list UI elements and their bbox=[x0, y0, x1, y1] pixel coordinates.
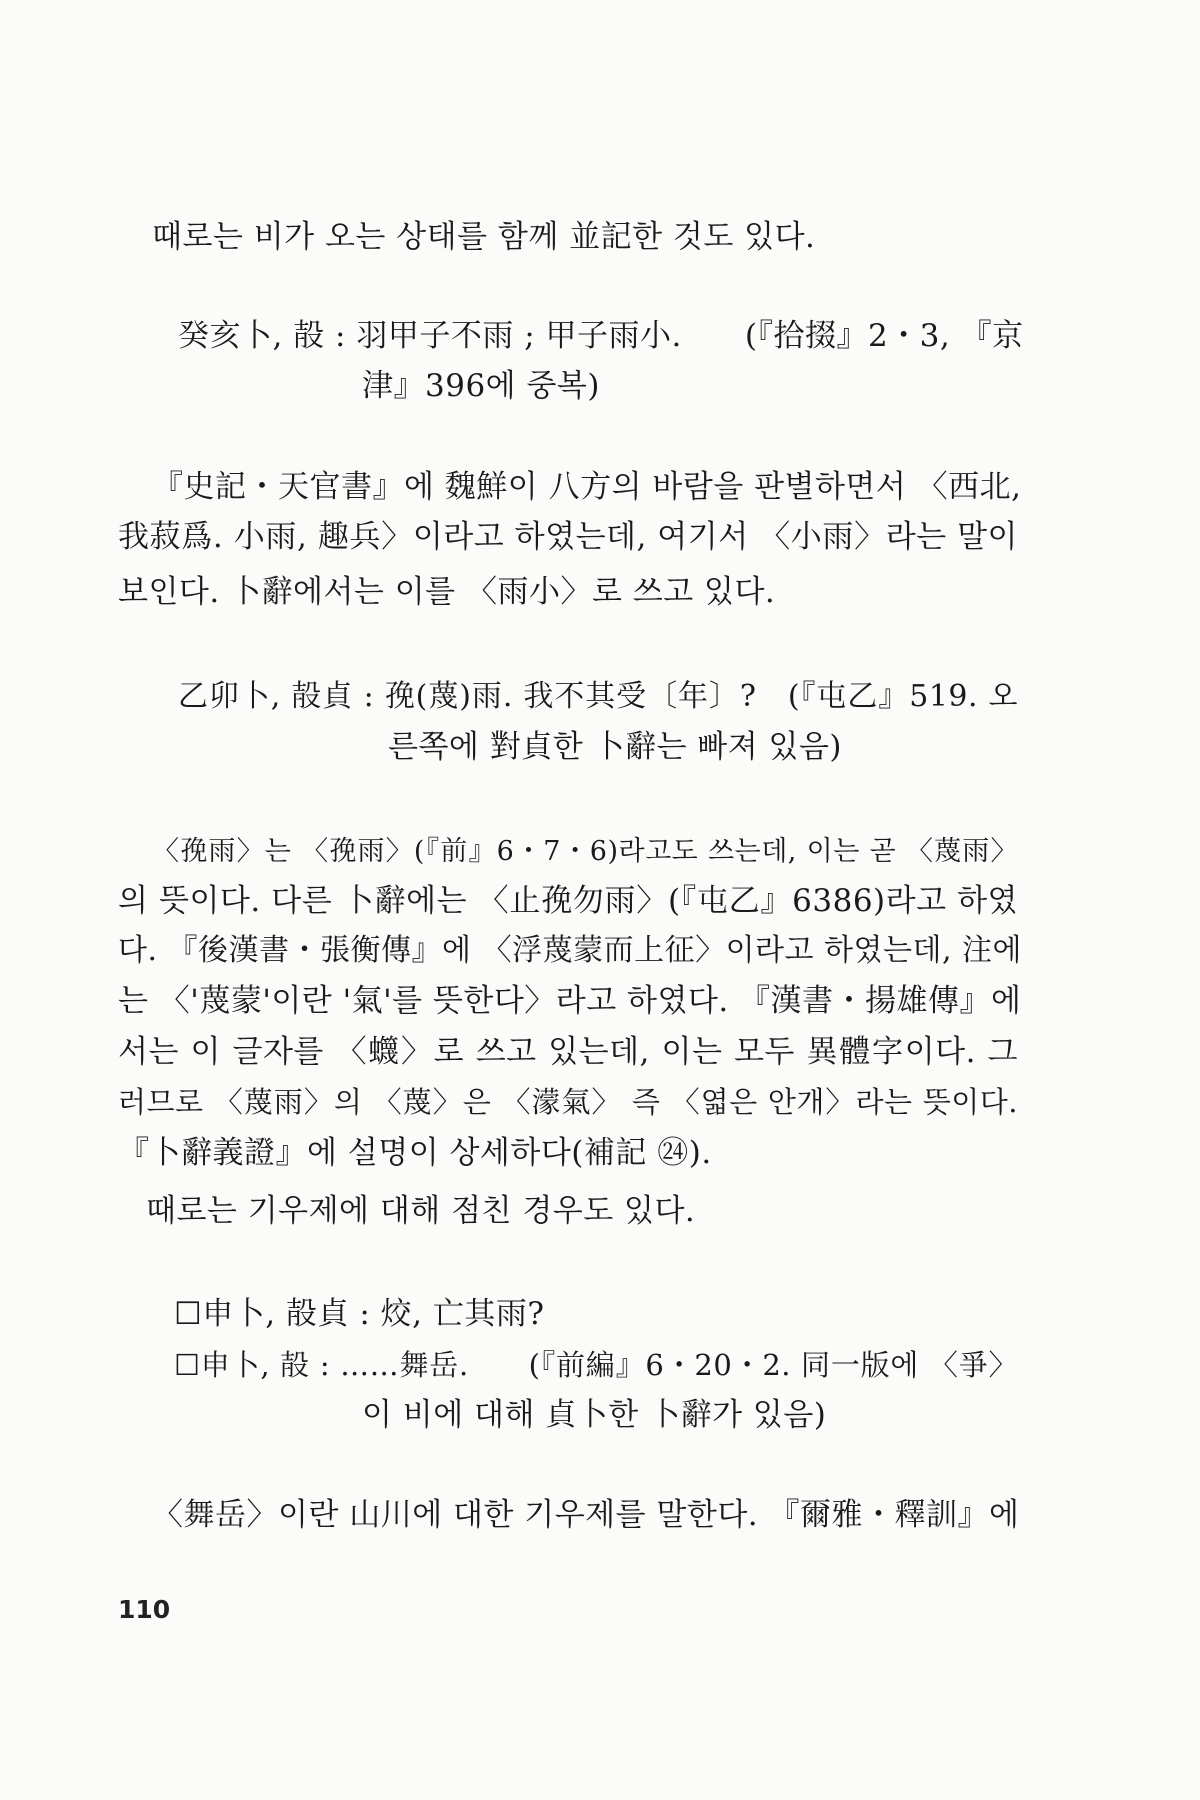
body-text-line: 때로는 비가 오는 상태를 함께 並記한 것도 있다. bbox=[152, 219, 816, 255]
body-text-line: 我菽爲. 小雨, 趣兵〉이라고 하였는데, 여기서 〈小雨〉라는 말이 bbox=[118, 519, 1018, 555]
body-text-line: 는 〈'蔑蒙'이란 '氣'를 뜻한다〉라고 하였다. 『漢書・揚雄傳』에 bbox=[118, 983, 1022, 1019]
page-number: 110 bbox=[118, 1595, 171, 1624]
body-text-line: 〈舞岳〉이란 山川에 대한 기우제를 말한다. 『爾雅・釋訓』에 bbox=[152, 1497, 1020, 1533]
oracle-inscription-example: ☐申卜, 㱿貞 : 烄, 亡其雨? bbox=[174, 1296, 545, 1332]
body-text-line: 〈㝃雨〉는 〈㝃雨〉(『前』6・7・6)라고도 쓰는데, 이는 곧 〈蔑雨〉 bbox=[152, 836, 1018, 867]
body-text-line: 러므로 〈蔑雨〉의 〈蔑〉은 〈濛氣〉 즉 〈엷은 안개〉라는 뜻이다. bbox=[118, 1085, 1018, 1119]
body-text-line: 보인다. 卜辭에서는 이를 〈雨小〉로 쓰고 있다. bbox=[118, 574, 776, 610]
body-text-line: 『卜辭義證』에 설명이 상세하다(補記 ㉔). bbox=[118, 1135, 712, 1171]
oracle-inscription-example: 乙卯卜, 㱿貞 : 㝃(蔑)雨. 我不其受〔年〕? (『屯乙』519. 오 bbox=[178, 679, 1018, 714]
oracle-inscription-source: 른쪽에 對貞한 卜辭는 빠져 있음) bbox=[388, 729, 843, 765]
body-text-line: 의 뜻이다. 다른 卜辭에는 〈止㝃勿雨〉(『屯乙』6386)라고 하였 bbox=[118, 883, 1018, 919]
oracle-inscription-example: 癸亥卜, 㱿 : 羽甲子不雨 ; 甲子雨小. (『拾掇』2・3, 『京 bbox=[178, 318, 1024, 354]
body-text-line: 때로는 기우제에 대해 점친 경우도 있다. bbox=[146, 1193, 696, 1229]
oracle-inscription-source: 이 비에 대해 貞卜한 卜辭가 있음) bbox=[362, 1397, 827, 1433]
oracle-inscription-source: 津』396에 중복) bbox=[362, 368, 600, 404]
body-text-line: 서는 이 글자를 〈䘊〉로 쓰고 있는데, 이는 모두 異體字이다. 그 bbox=[118, 1034, 1018, 1070]
body-text-line: 『史記・天官書』에 魏鮮이 八方의 바람을 판별하면서 〈西北, bbox=[152, 469, 1022, 505]
body-text-line: 다. 『後漢書・張衡傳』에 〈浮蔑蒙而上征〉이라고 하였는데, 注에 bbox=[118, 933, 1023, 968]
oracle-inscription-example: ☐申卜, 㱿 : ……舞岳. (『前編』6・20・2. 同一版에 〈爭〉 bbox=[174, 1348, 1018, 1382]
